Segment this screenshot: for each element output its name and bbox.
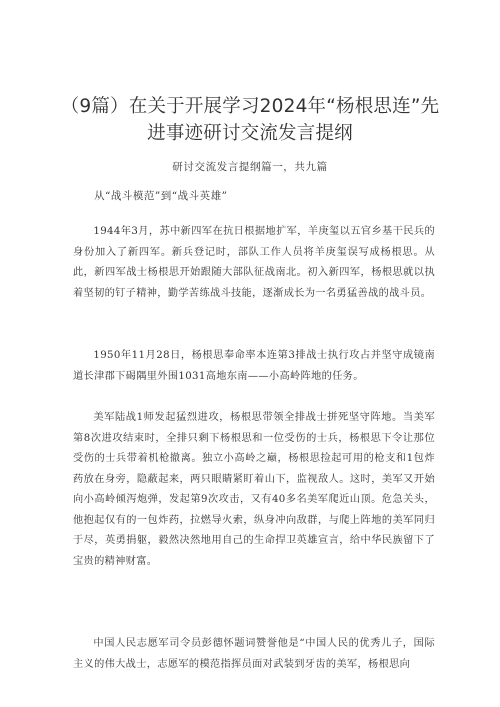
document-subtitle: 研讨交流发言提纲篇一，共九篇: [172, 161, 328, 173]
paragraph: 中国人民志愿军司令员彭德怀题词赞誉他是“中国人民的优秀儿子，国际主义的伟大战士，志愿军的模范指挥员面对武装到牙齿的美军，杨根思向: [73, 638, 435, 670]
document-title: （9篇）在关于开展学习2024年“杨根思连”先进事迹研讨交流发言提纲: [60, 96, 440, 144]
paragraph: 1950年11月28日，杨根思奉命率本连第3排战士执行攻占并坚守成镜南道长津郡下碣隅里外围1031高地东南——小高岭阵地的任务。: [73, 350, 435, 382]
paragraph: 美军陆战1师发起猛烈进攻，杨根思带领全排战士拼死坚守阵地。当美军第8次进攻结束时，全排只剩下杨根思和一位受伤的士兵，杨根思下令让那位受伤的士兵带着机枪撤离。独立小高岭之巅，杨根思捡起可用的枪支和1包炸药放在身旁，隐蔽起来，两只眼睛紧盯着山下，监视敌人。这时，美军又开始向小高岭倾泻炮弹，发起第9次攻击，又有40多名美军爬近山顶。危急关头，他抱起仅有的一包炸药，拉燃导火索，纵身冲向敌群，与爬上阵地的美军同归于尽，英勇捐躯，毅然决然地用自己的生命捍卫英雄宣言，给中华民族留下了宝贵的精神财富。: [73, 412, 435, 567]
section-heading: 从“战斗模范”到“战斗英雄”: [94, 190, 228, 202]
paragraph: 1944年3月，苏中新四军在抗日根据地扩军，羊庚玺以五官乡基干民兵的身份加入了新四军。新兵登记时，部队工作人员将羊庚玺误写成杨根思。从此，新四军战士杨根思开始跟随大部队征战南北。初入新四军，杨根思就以执着坚韧的钉子精神，勤学苦练战斗技能，逐渐成长为一名勇猛善战的战斗员。: [73, 226, 435, 299]
